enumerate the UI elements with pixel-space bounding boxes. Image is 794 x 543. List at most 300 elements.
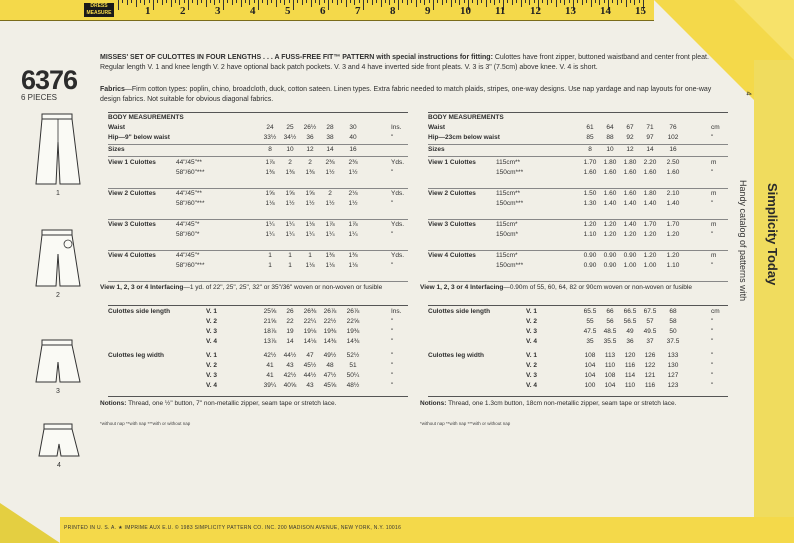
view-3-sketch: [30, 338, 86, 395]
view-id: V. 3: [526, 372, 537, 379]
row-value: 1.10: [583, 231, 597, 238]
chart-row: [108, 352, 408, 362]
row-value: 30: [349, 124, 357, 131]
row-value: 0.90: [603, 252, 617, 259]
row-value: 1½: [285, 200, 295, 207]
ruler-tick: [175, 0, 176, 3]
row-value: 48½: [346, 382, 360, 389]
row-value: 24: [266, 124, 274, 131]
ruler-tick: [381, 0, 382, 7]
view-label: 2: [56, 292, 60, 299]
row-value: 0.90: [603, 262, 617, 269]
view-1-sketch: [28, 112, 88, 197]
row-value: 19⅛: [303, 328, 317, 335]
row-value: 0.90: [583, 262, 597, 269]
chart-row: [108, 382, 408, 392]
divider-line: [108, 281, 408, 282]
view-id: V. 1: [526, 352, 537, 359]
row-value: 1.40: [643, 200, 657, 207]
row-value: 133: [667, 352, 679, 359]
ruler-tick: [442, 0, 443, 5]
ruler-tick: [206, 0, 207, 7]
fabric-width: 150cm***: [496, 200, 524, 207]
row-label: Waist: [428, 124, 446, 131]
row-value: 40⅝: [283, 382, 297, 389]
chart-row: [108, 169, 408, 179]
row-label: View 2 Culottes: [108, 190, 156, 197]
row-unit: cm: [711, 308, 720, 315]
ruler-tick: [346, 0, 347, 7]
divider-line: [108, 396, 408, 397]
row-value: 14⅜: [346, 338, 360, 345]
row-unit: ": [711, 262, 714, 269]
row-value: 126: [644, 352, 656, 359]
ruler-tick: [140, 0, 141, 3]
notions-body: Thread, one ½" button, 7" non-metallic zipper, seam tape or stretch lace.: [128, 400, 337, 407]
row-value: 1⅛: [305, 221, 315, 228]
row-value: 51: [349, 362, 357, 369]
row-label: Culottes leg width: [108, 352, 164, 359]
ruler-number: 5: [285, 5, 291, 17]
row-value: 44½: [303, 372, 317, 379]
view-label: 3: [56, 388, 60, 395]
view-label: 4: [57, 462, 61, 469]
row-value: 45½: [303, 362, 317, 369]
row-label: View 2 Culottes: [428, 190, 476, 197]
row-value: 67: [626, 124, 634, 131]
divider-line: [108, 219, 408, 220]
side-title: [762, 183, 782, 363]
chart-row: [108, 190, 408, 200]
ruler-tick: [153, 0, 154, 10]
row-value: 1.40: [666, 200, 680, 207]
side-subtitle-text: Handy catalog of patterns with: [738, 180, 748, 302]
chart-row: [428, 372, 728, 382]
row-value: 1.60: [623, 169, 637, 176]
notions-lead: Notions:: [100, 400, 127, 407]
row-value: 56.5: [623, 318, 637, 325]
chart-row: [108, 338, 408, 348]
row-value: 92: [626, 134, 634, 141]
row-value: 22¼: [303, 318, 317, 325]
row-value: 1.20: [643, 252, 657, 259]
chart-row: [428, 169, 728, 179]
ruler-tick: [451, 0, 452, 7]
row-value: 102: [667, 134, 679, 141]
chart-row: [108, 221, 408, 231]
row-unit: Yds.: [391, 221, 405, 228]
ruler-tick: [359, 0, 360, 3]
chart-row: [428, 200, 728, 210]
chart-row: [428, 221, 728, 231]
row-label: Hip—9" below waist: [108, 134, 170, 141]
row-value: 41: [266, 372, 274, 379]
ruler-tick: [127, 0, 128, 5]
row-value: 1: [288, 262, 292, 269]
row-value: 1.20: [603, 231, 617, 238]
fabric-width: 58"/60"***: [176, 169, 205, 176]
ruler-tick: [276, 0, 277, 7]
description-body: Culottes have front zipper, buttoned waistband and center front pleat. Regular length V. 1 and knee length V. 2 have optional back patch pockets. V. 3 and 4 have inverted side front pleats. V. 3 is 3" (7.5cm) above knee. V. 4 is short.: [100, 54, 709, 71]
chart-row: [108, 146, 408, 156]
row-value: 22½: [323, 318, 337, 325]
row-unit: m: [711, 190, 717, 197]
row-value: 50: [669, 328, 677, 335]
row-unit: ": [711, 200, 714, 207]
row-value: 1⅜: [348, 252, 358, 259]
row-unit: ": [391, 134, 394, 141]
ruler-tick: [455, 0, 456, 3]
row-value: 10: [286, 146, 294, 153]
divider-line: [428, 188, 728, 189]
row-unit: m: [711, 252, 717, 259]
row-value: 14: [286, 338, 294, 345]
ruler-number: 12: [530, 5, 541, 17]
row-value: 1¼: [305, 231, 315, 238]
ruler-tick: [184, 0, 185, 3]
ruler-number: 7: [355, 5, 361, 17]
row-value: 1.20: [623, 231, 637, 238]
ruler-tick: [337, 0, 338, 5]
row-value: 12: [306, 146, 314, 153]
ruler-tick: [372, 0, 373, 5]
row-value: 14: [326, 146, 334, 153]
ruler-tick: [232, 0, 233, 5]
fabrics-lead: Fabrics: [100, 86, 125, 93]
row-value: 1: [308, 252, 312, 259]
row-unit: cm: [711, 124, 720, 131]
row-value: 22: [286, 318, 294, 325]
row-value: 108: [604, 372, 616, 379]
view-id: V. 1: [206, 308, 217, 315]
row-value: 36: [626, 338, 634, 345]
row-unit: ": [711, 362, 714, 369]
row-value: 42½: [283, 372, 297, 379]
divider-line: [428, 156, 728, 157]
row-value: 1.20: [603, 221, 617, 228]
row-value: 1.20: [666, 252, 680, 259]
row-value: 1½: [348, 169, 358, 176]
ruler-tick: [556, 0, 557, 7]
row-value: 1½: [348, 200, 358, 207]
ruler-tick: [542, 0, 543, 3]
ruler-tick: [429, 0, 430, 3]
row-label: View 3 Culottes: [428, 221, 476, 228]
row-value: 26½: [303, 124, 317, 131]
ruler-number: 14: [600, 5, 611, 17]
ruler-tick: [481, 0, 482, 3]
ruler-number: 1: [145, 5, 151, 17]
row-value: 67.5: [643, 308, 657, 315]
chart-row: [428, 159, 728, 169]
row-value: 1.60: [603, 169, 617, 176]
ruler-tick: [297, 0, 298, 3]
row-value: 2⅜: [325, 159, 335, 166]
row-value: 37.5: [666, 338, 680, 345]
row-value: 1.20: [666, 231, 680, 238]
row-value: 43: [286, 362, 294, 369]
chart-row: [108, 308, 408, 318]
row-value: 21⅝: [263, 318, 277, 325]
row-label: View 3 Culottes: [108, 221, 156, 228]
row-value: 22⅝: [346, 318, 360, 325]
row-value: 34½: [283, 134, 297, 141]
row-value: 37: [646, 338, 654, 345]
notions-lead: Notions:: [420, 400, 447, 407]
fabric-width: 150cm*: [496, 231, 519, 238]
ruler-tick: [591, 0, 592, 7]
ruler-tick: [416, 0, 417, 7]
chart-row: [428, 308, 728, 318]
row-unit: ": [711, 318, 714, 325]
row-value: 1⅝: [305, 190, 315, 197]
row-value: 2.50: [666, 159, 680, 166]
row-value: 55: [586, 318, 594, 325]
row-value: 1.20: [643, 231, 657, 238]
row-value: 0.90: [583, 252, 597, 259]
row-value: 1.50: [583, 190, 597, 197]
ruler-tick: [131, 0, 132, 3]
row-value: 2: [328, 190, 332, 197]
chart-row: [428, 352, 728, 362]
row-value: 14⅛: [303, 338, 317, 345]
row-unit: Ins.: [391, 124, 402, 131]
ruler-tick: [617, 0, 618, 5]
row-value: 85: [586, 134, 594, 141]
row-value: 58: [669, 318, 677, 325]
description-paragraph: [100, 53, 730, 72]
ruler-tick: [420, 0, 421, 3]
row-value: 1.40: [603, 200, 617, 207]
view-id: V. 3: [206, 328, 217, 335]
ruler-tick: [136, 0, 137, 7]
chart-row: [108, 262, 408, 272]
interfacing-body: —0.90m of 55, 60, 64, 82 or 90cm woven or non-woven or fusible: [503, 284, 692, 291]
ruler-tick: [157, 0, 158, 3]
fabric-width: 115cm*: [496, 252, 518, 259]
row-value: 16: [349, 146, 357, 153]
ruler-number: 13: [565, 5, 576, 17]
divider-line: [428, 219, 728, 220]
ruler-number: 4: [250, 5, 256, 17]
row-value: 1⅜: [285, 169, 295, 176]
row-value: 12: [626, 146, 634, 153]
row-value: 19: [286, 328, 294, 335]
view-4-sketch: [34, 422, 84, 469]
row-value: 116: [624, 362, 636, 369]
row-value: 88: [606, 134, 614, 141]
divider-line: [108, 250, 408, 251]
row-value: 0.90: [623, 252, 637, 259]
ruler-tick: [521, 0, 522, 7]
imprint-text: PRINTED IN U. S. A. ★ IMPRIME AUX E.U. © 1983 SIMPLICITY PATTERN CO. INC. 200 MADISON AVENUE, NEW YORK, N.Y. 10016: [64, 525, 402, 531]
row-value: 1⅝: [285, 190, 295, 197]
measuring-ruler: [0, 0, 654, 21]
row-value: 49.5: [643, 328, 657, 335]
row-value: 19⅜: [346, 328, 360, 335]
fabrics-paragraph: [100, 85, 730, 104]
row-value: 1: [288, 252, 292, 259]
row-value: 2⅛: [348, 190, 358, 197]
ruler-tick: [236, 0, 237, 3]
ruler-number: 8: [390, 5, 396, 17]
fabrics-body: —Firm cotton types: poplin, chino, broadcloth, duck, cotton sateen. Linen types. Extra fabric needed to match plaids, stripes, one-way designs. Use nap yardage and nap layouts for one-way design fabrics. Not suitable for obvious diagonal fabrics.: [100, 86, 712, 103]
row-value: 2⅜: [348, 159, 358, 166]
footnote: *without nap **with nap ***with or without nap: [100, 421, 191, 426]
chart-row: [108, 200, 408, 210]
row-value: 36: [306, 134, 314, 141]
ruler-tick: [411, 0, 412, 3]
ruler-tick: [267, 0, 268, 5]
row-value: 26: [286, 308, 294, 315]
row-value: 110: [604, 362, 616, 369]
ruler-tick: [560, 0, 561, 3]
ruler-tick: [512, 0, 513, 5]
row-unit: ": [391, 338, 394, 345]
fabric-width: 58"/60"***: [176, 200, 205, 207]
row-unit: ": [391, 352, 394, 359]
row-value: 1¼: [285, 231, 295, 238]
ruler-tick: [289, 0, 290, 3]
divider-line: [428, 250, 728, 251]
row-value: 1.60: [583, 169, 597, 176]
row-value: 1½: [325, 169, 335, 176]
ruler-tick: [262, 0, 263, 3]
row-unit: ": [391, 382, 394, 389]
view-2-sketch: [28, 228, 88, 299]
ruler-tick: [302, 0, 303, 5]
fabric-width: 44"/45"**: [176, 159, 202, 166]
row-value: 66: [606, 308, 614, 315]
view-id: V. 1: [206, 352, 217, 359]
fabric-width: 150cm***: [496, 169, 524, 176]
side-title-text: Simplicity Today: [765, 183, 780, 286]
view-id: V. 2: [206, 362, 217, 369]
fabric-width: 115cm**: [496, 190, 521, 197]
row-value: 1⅜: [325, 252, 335, 259]
fabric-width: 58"/60"***: [176, 262, 205, 269]
ruler-tick: [271, 0, 272, 3]
interfacing-body: —1 yd. of 22", 25", 25", 32" or 35"/36" woven or non-woven or fusible: [183, 284, 383, 291]
row-value: 1.00: [623, 262, 637, 269]
chart-row: [428, 190, 728, 200]
row-unit: ": [391, 328, 394, 335]
row-value: 64: [606, 124, 614, 131]
ruler-tick: [499, 0, 500, 3]
ruler-tick: [311, 0, 312, 7]
row-value: 1.20: [583, 221, 597, 228]
chart-row: [108, 124, 408, 134]
row-value: 48.5: [603, 328, 617, 335]
ruler-tick: [162, 0, 163, 5]
row-value: 104: [604, 382, 616, 389]
row-value: 2.10: [666, 190, 680, 197]
row-value: 1.40: [623, 200, 637, 207]
row-value: 1: [268, 252, 272, 259]
row-value: 18⅞: [263, 328, 277, 335]
row-value: 1⅜: [265, 169, 275, 176]
fabric-width: 58"/60"*: [176, 231, 200, 238]
ruler-tick: [407, 0, 408, 5]
row-unit: ": [391, 362, 394, 369]
row-value: 1⅞: [325, 221, 335, 228]
row-value: 13⅞: [263, 338, 277, 345]
row-value: 1½: [305, 200, 315, 207]
row-value: 8: [268, 146, 272, 153]
ruler-tick: [446, 0, 447, 3]
ruler-tick: [306, 0, 307, 3]
row-value: 25: [286, 124, 294, 131]
row-label: Sizes: [108, 146, 125, 153]
row-value: 35.5: [603, 338, 617, 345]
ruler-tick: [258, 0, 259, 10]
chart-row: [428, 231, 728, 241]
row-value: 25⅝: [263, 308, 277, 315]
divider-line: [108, 156, 408, 157]
chart-row: [108, 134, 408, 144]
bottom-band: [60, 517, 794, 543]
ruler-tick: [604, 0, 605, 3]
row-unit: Yds.: [391, 159, 405, 166]
row-value: 76: [669, 124, 677, 131]
row-unit: ": [391, 169, 394, 176]
row-value: 44½: [283, 352, 297, 359]
view-id: V. 2: [526, 318, 537, 325]
ruler-tick: [118, 0, 119, 10]
row-label: BODY MEASUREMENTS: [108, 114, 184, 121]
row-value: 39¼: [263, 382, 277, 389]
ruler-number: 3: [215, 5, 221, 17]
row-label: Culottes side length: [428, 308, 491, 315]
ruler-tick: [363, 0, 364, 10]
pattern-number: 6376: [21, 65, 78, 95]
ruler-tick: [472, 0, 473, 3]
row-value: 1⅛: [265, 200, 275, 207]
ruler-tick: [223, 0, 224, 10]
row-label: View 4 Culottes: [108, 252, 156, 259]
row-unit: Yds.: [391, 252, 405, 259]
view-id: V. 4: [526, 382, 537, 389]
row-value: 41: [266, 362, 274, 369]
row-value: 100: [584, 382, 596, 389]
row-unit: m: [711, 159, 717, 166]
row-value: 116: [644, 382, 656, 389]
ruler-tick: [586, 0, 587, 3]
row-unit: ": [391, 318, 394, 325]
row-value: 1⅞: [348, 221, 358, 228]
ruler-tick: [254, 0, 255, 3]
row-value: 45⅝: [323, 382, 337, 389]
chart-row: [108, 362, 408, 372]
row-value: 1⅜: [305, 169, 315, 176]
row-unit: ": [391, 200, 394, 207]
row-label: BODY MEASUREMENTS: [428, 114, 504, 121]
row-value: 2.20: [643, 159, 657, 166]
chart-row: [428, 338, 728, 348]
row-value: 113: [604, 352, 616, 359]
row-value: 127: [667, 372, 679, 379]
chart-row: [428, 134, 728, 144]
row-label: View 1 Culottes: [428, 159, 476, 166]
fabric-width: 44"/45"**: [176, 190, 202, 197]
row-value: 1.30: [583, 200, 597, 207]
row-value: 47: [306, 352, 314, 359]
chart-row: [108, 318, 408, 328]
row-value: 123: [667, 382, 679, 389]
view-id: V. 3: [526, 328, 537, 335]
view-id: V. 1: [526, 308, 537, 315]
row-unit: ": [711, 338, 714, 345]
